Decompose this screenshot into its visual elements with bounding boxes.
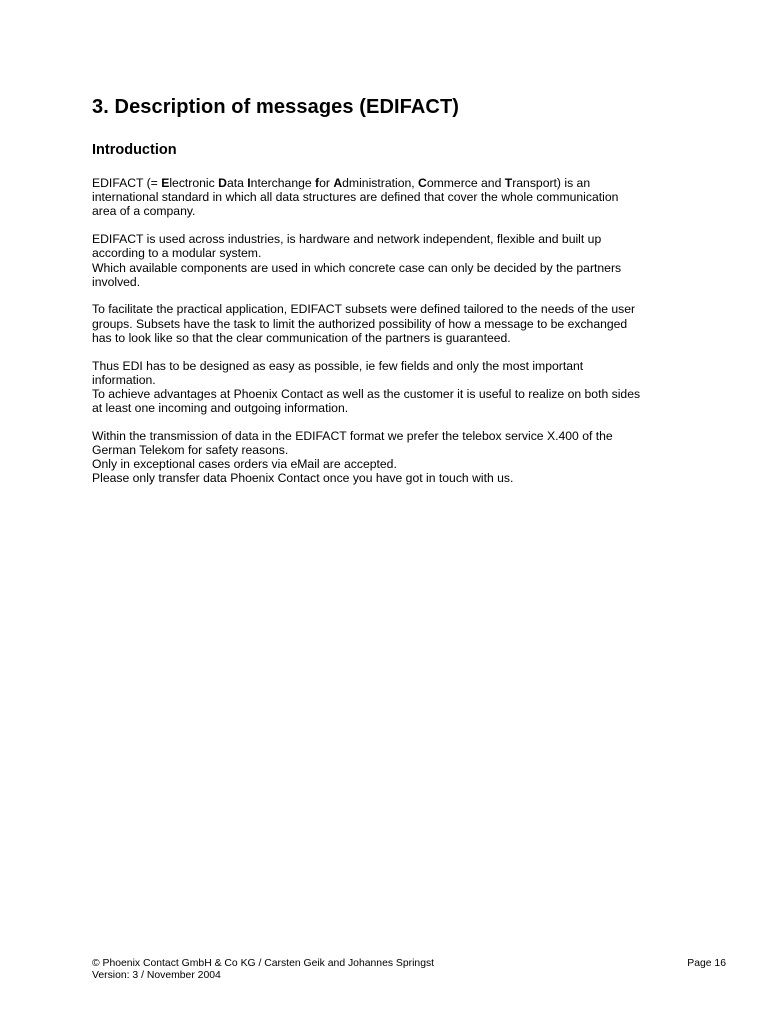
text-run: dministration, [342,176,419,190]
text-run: EDIFACT (= [92,176,162,190]
introduction-heading: Introduction [92,142,177,158]
text-run: lectronic [169,176,219,190]
text-line: To facilitate the practical application, EDIFACT subsets were defined tailored to the needs of the user [92,302,636,317]
footer-copyright: © Phoenix Contact GmbH & Co KG / Carsten Geik and Johannes Springst [92,958,435,969]
acronym-letter: A [333,176,343,190]
text-line: Within the transmission of data in the EDIFACT format we prefer the telebox service X.400 of the [92,428,613,443]
acronym-letter: E [161,176,170,190]
acronym-letter: T [504,176,513,190]
text-line: involved. [92,274,141,289]
footer-version: Version: 3 / November 2004 [92,969,221,981]
text-run: ransport) is an [512,176,591,190]
acronym-letter: I [247,176,251,190]
text-line: has to look like so that the clear communication of the partners is guaranteed. [92,330,511,345]
text-line: Only in exceptional cases orders via eMail are accepted. [92,457,397,472]
acronym-letter: f [315,176,320,190]
paragraph-edi-design [92,359,692,416]
paragraph-edifact-definition [92,176,692,219]
text-run: ommerce and [426,176,505,190]
text-line: groups. Subsets have the task to limit the authorized possibility of how a message to be exchanged [92,316,628,331]
body-text [92,176,692,499]
paragraph-edifact-subsets [92,302,692,345]
page-footer [92,958,726,982]
paragraph-edifact-usage [92,232,692,289]
text-line: international standard in which all data structures are defined that cover the whole communication [92,190,619,205]
section-title: 3. Description of messages (EDIFACT) [92,96,460,118]
text-line: information. [92,372,156,387]
text-line: at least one incoming and outgoing information. [92,401,349,416]
text-line: EDIFACT is used across industries, is hardware and network independent, flexible and built up [92,232,602,247]
text-line: Which available components are used in which concrete case can only be decided by the partners [92,260,622,275]
text-line: according to a modular system. [92,246,262,261]
edifact-acronym-line [92,176,692,190]
acronym-letter: C [418,176,427,190]
page-number: Page 16 [687,958,726,969]
text-run: nterchange [250,176,316,190]
text-run: or [319,176,334,190]
text-line: To achieve advantages at Phoenix Contact as well as the customer it is useful to realize on both sides [92,386,641,401]
text-line: Thus EDI has to be designed as easy as possible, ie few fields and only the most important [92,358,584,373]
acronym-letter: D [218,176,227,190]
text-line: Please only transfer data Phoenix Contact once you have got in touch with us. [92,471,514,486]
text-line: area of a company. [92,204,196,219]
text-run: ata [226,176,248,190]
text-line: German Telekom for safety reasons. [92,443,289,458]
paragraph-transmission [92,429,692,486]
